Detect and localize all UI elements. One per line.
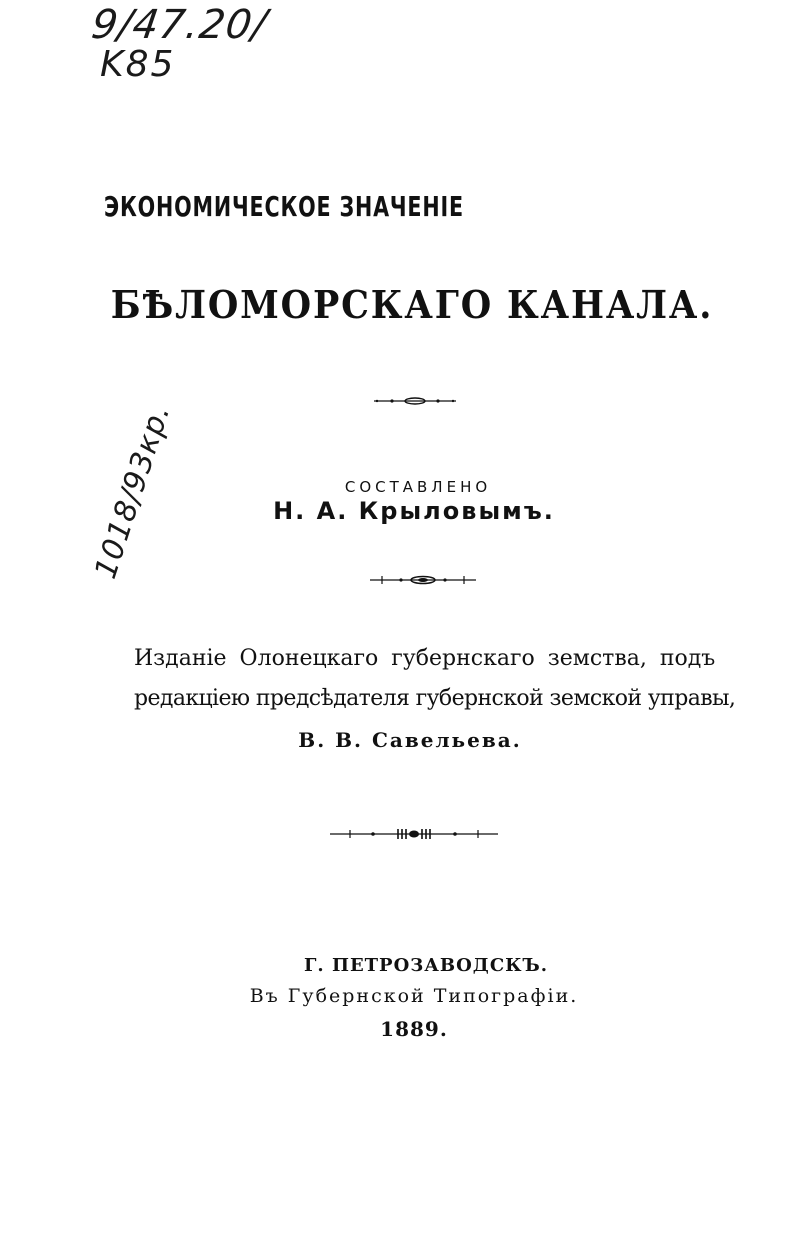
imprint-press: Въ Губернской Типографіи.: [249, 985, 579, 1007]
imprint-year: 1889.: [380, 1017, 448, 1041]
publication-line-1: Изданіе Олонецкаго губернскаго земства, подъ: [134, 646, 716, 671]
title-line-1: ЭКОНОМИЧЕСКОЕ ЗНАЧЕНІЕ: [104, 190, 464, 223]
ornamental-rule-1: [372, 396, 458, 406]
shelfmark-line-2: K85: [100, 44, 176, 85]
imprint-city: Г. ПЕТРОЗАВОДСКЪ.: [303, 955, 548, 976]
compiled-by-label: СОСТАВЛЕНО: [344, 478, 492, 496]
title-line-2: БѢЛОМОРСКАГО КАНАЛА.: [110, 282, 714, 327]
author-name: Н. А. Крыловымъ.: [273, 497, 555, 525]
ornamental-rule-3: [328, 827, 500, 841]
shelfmark-line-1: 9/47.20/: [88, 2, 271, 48]
ornamental-rule-2: [368, 574, 478, 586]
margin-handwritten-note: 1018/93кр.: [88, 399, 178, 584]
publication-line-2: редакціею предсѣдателя губернской земской управы,: [134, 686, 736, 711]
editor-name: В. В. Савельева.: [298, 728, 522, 752]
